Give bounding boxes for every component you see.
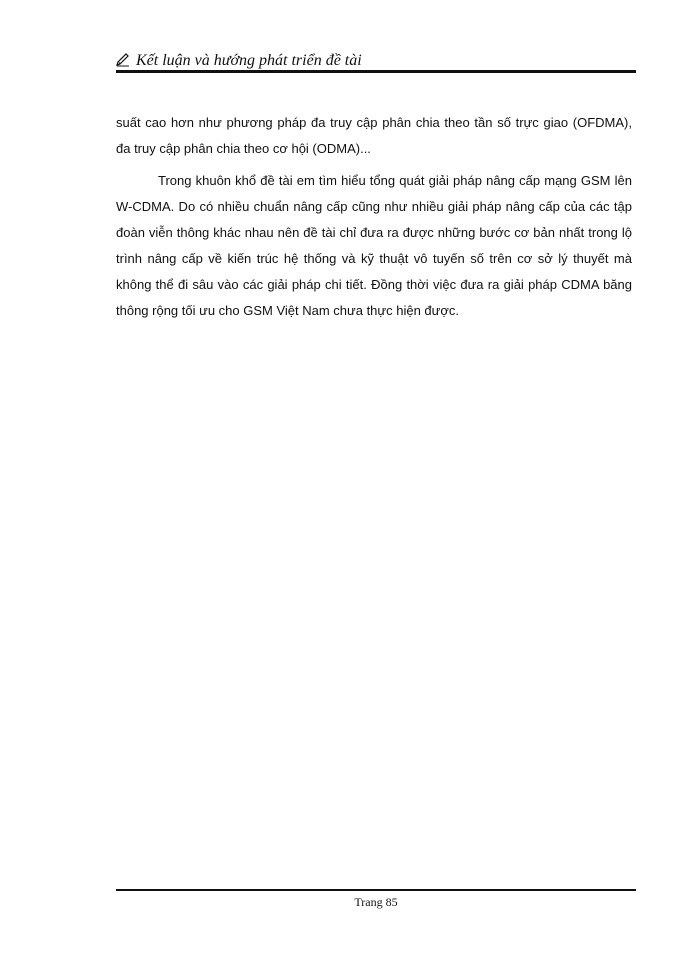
header-title: Kết luận và hướng phát triển đề tài (136, 52, 362, 69)
page-header (116, 48, 636, 70)
paragraph: Trong khuôn khổ đề tài em tìm hiểu tổng quát giải pháp nâng cấp mạng GSM lên W-CDMA. Do có nhiều chuẩn nâng cấp cũng như nhiều giải pháp nâng cấp của các tập đoàn viễn thông khác nhau nên đề tài chỉ đưa ra được những bước cơ bản nhất trong lộ trình nâng cấp về kiến trúc hệ thống và kỹ thuật vô tuyến số trên cơ sở lý thuyết mà không thể đi sâu vào các giải pháp chi tiết. Đồng thời việc đưa ra giải pháp CDMA băng thông rộng tối ưu cho GSM Việt Nam chưa thực hiện được. (116, 173, 632, 318)
paragraph-continuation: suất cao hơn như phương pháp đa truy cập phân chia theo tần số trực giao (OFDMA), đa truy cập phân chia theo cơ hội (ODMA)... (116, 115, 632, 156)
header-divider (116, 70, 636, 73)
pen-writing-icon (116, 53, 130, 67)
page-number: Trang 85 (354, 895, 398, 909)
document-body (116, 110, 632, 324)
footer-divider (116, 889, 636, 891)
